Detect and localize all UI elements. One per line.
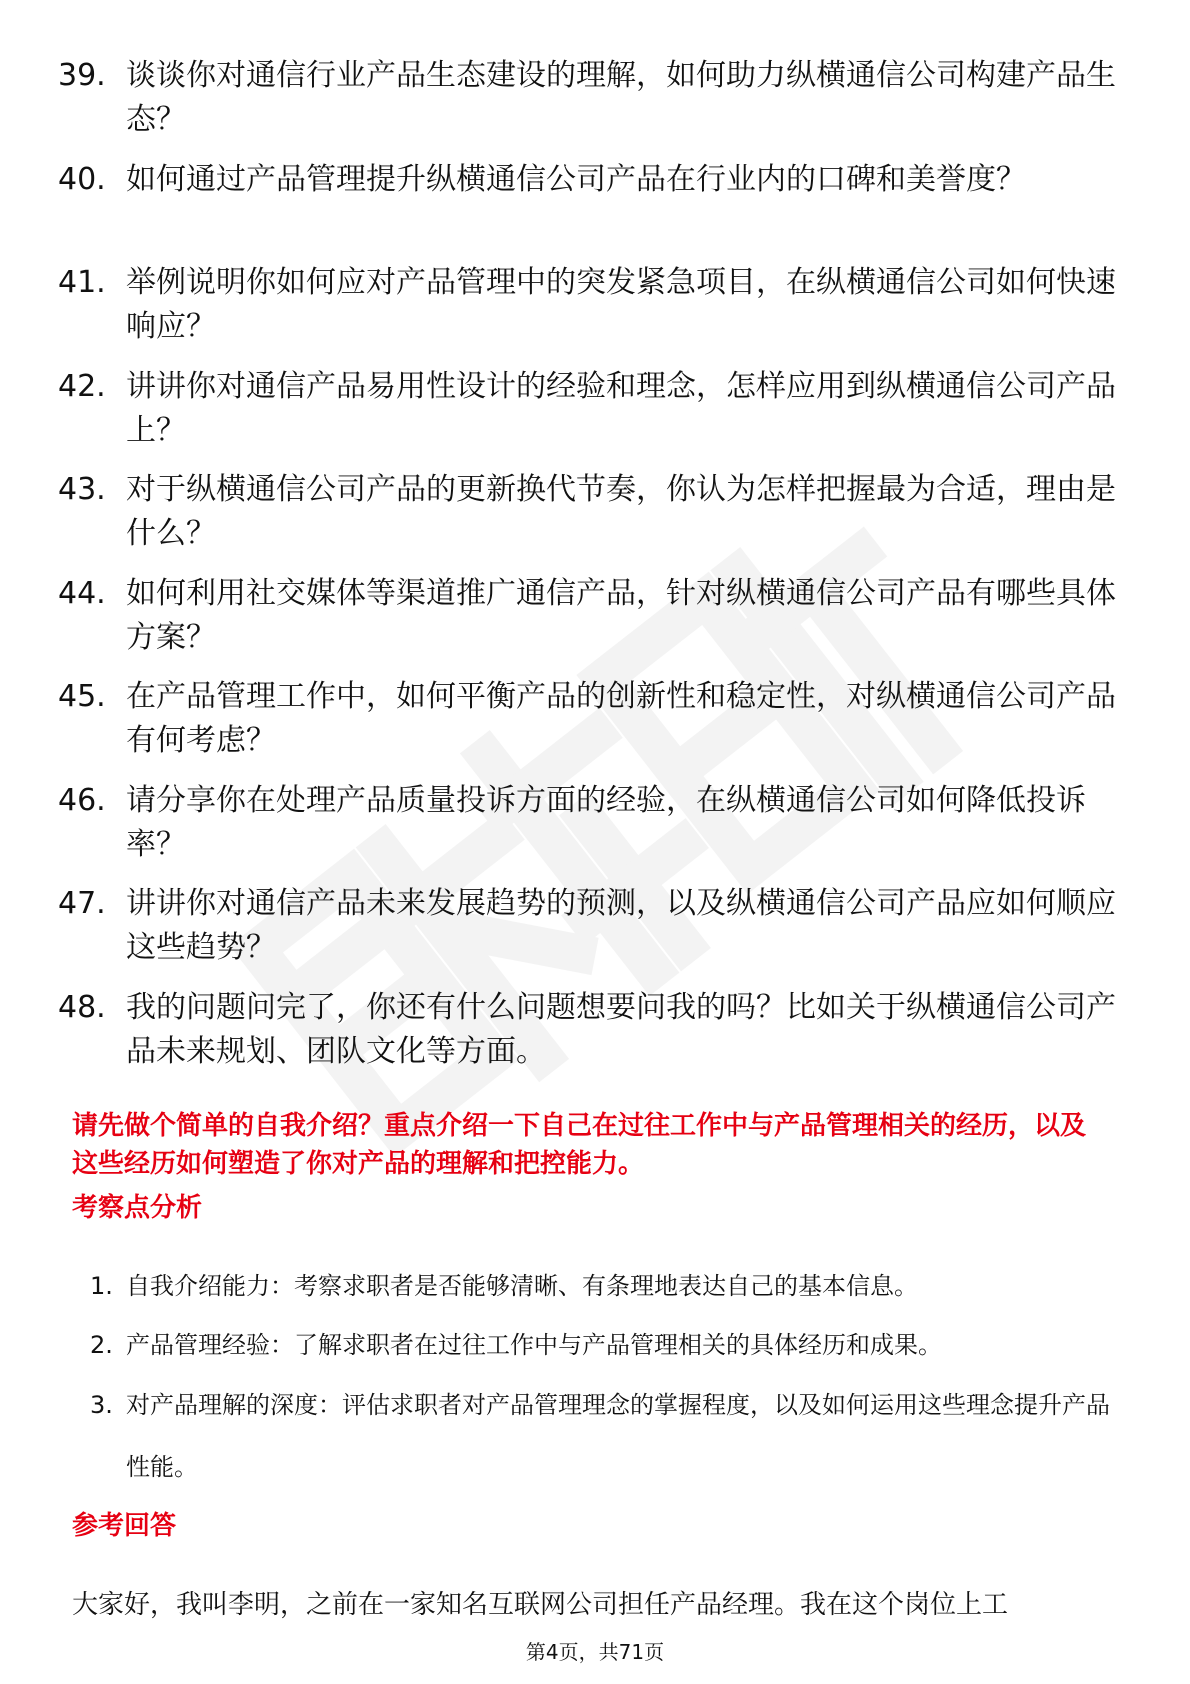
- question-item: [58, 261, 1118, 349]
- question-text: 在产品管理工作中，如何平衡产品的创新性和稳定性，对纵横通信公司产品有何考虑？: [126, 679, 1116, 758]
- answer-text: 大家好，我叫李明，之前在一家知名互联网公司担任产品经理。我在这个岗位上工: [72, 1590, 1009, 1620]
- analysis-text: 自我介绍能力：考察求职者是否能够清晰、有条理地表达自己的基本信息。: [126, 1272, 918, 1300]
- question-item: [58, 882, 1118, 970]
- question-item: [58, 468, 1118, 556]
- question-item: [58, 54, 1118, 142]
- question-number: 46.: [58, 782, 106, 818]
- question-item: [58, 572, 1118, 660]
- question-number: 47.: [58, 886, 106, 921]
- question-number: 42.: [58, 368, 106, 404]
- analysis-item: [90, 1270, 1120, 1303]
- question-text: 谈谈你对通信行业产品生态建设的理解，如何助力纵横通信公司构建产品生态？: [126, 58, 1116, 137]
- question-number: 48.: [58, 989, 106, 1025]
- question-text: 请分享你在处理产品质量投诉方面的经验，在纵横通信公司如何降低投诉率？: [126, 782, 1086, 862]
- question-number: 40.: [58, 161, 106, 197]
- analysis-heading: 考察点分析: [72, 1193, 203, 1223]
- question-number: 45.: [58, 679, 106, 714]
- question-item: [58, 986, 1118, 1074]
- question-number: 39.: [58, 58, 106, 93]
- question-text: 讲讲你对通信产品易用性设计的经验和理念，怎样应用到纵横通信公司产品上？: [126, 368, 1116, 448]
- analysis-number: 1.: [90, 1272, 113, 1300]
- question-text: 如何利用社交媒体等渠道推广通信产品，针对纵横通信公司产品有哪些具体方案？: [126, 575, 1116, 655]
- question-item: [58, 779, 1118, 867]
- highlight-question: 请先做个简单的自我介绍？重点介绍一下自己在过往工作中与产品管理相关的经历，以及这些经历如何塑造了你对产品的理解和把控能力。: [72, 1111, 1087, 1179]
- question-item: [58, 675, 1118, 763]
- analysis-text: 对产品理解的深度：评估求职者对产品管理理念的掌握程度，以及如何运用这些理念提升产品性能。: [126, 1391, 1110, 1481]
- question-item: [58, 365, 1118, 453]
- question-number: 41.: [58, 265, 106, 300]
- question-text: 对于纵横通信公司产品的更新换代节奏，你认为怎样把握最为合适，理由是什么？: [126, 472, 1116, 551]
- analysis-item: [90, 1329, 1120, 1362]
- question-number: 44.: [58, 575, 106, 611]
- analysis-number: 3.: [90, 1391, 113, 1419]
- analysis-item: [90, 1374, 1120, 1498]
- question-text: 举例说明你如何应对产品管理中的突发紧急项目，在纵横通信公司如何快速响应？: [126, 265, 1116, 344]
- question-number: 43.: [58, 472, 106, 507]
- analysis-number: 2.: [90, 1331, 113, 1359]
- page-footer: 第4页，共71页: [525, 1640, 665, 1664]
- question-item: [58, 158, 1118, 246]
- question-list: [58, 54, 1118, 1089]
- question-text: 如何通过产品管理提升纵横通信公司产品在行业内的口碑和美誉度？: [126, 161, 1026, 197]
- question-text: 我的问题问完了，你还有什么问题想要问我的吗？比如关于纵横通信公司产品未来规划、团队文化等方面。: [126, 989, 1116, 1069]
- analysis-text: 产品管理经验：了解求职者在过往工作中与产品管理相关的具体经历和成果。: [126, 1331, 942, 1359]
- analysis-list: [90, 1270, 1120, 1524]
- question-text: 讲讲你对通信产品未来发展趋势的预测，以及纵横通信公司产品应如何顺应这些趋势？: [126, 886, 1116, 965]
- answer-heading: 参考回答: [72, 1511, 177, 1541]
